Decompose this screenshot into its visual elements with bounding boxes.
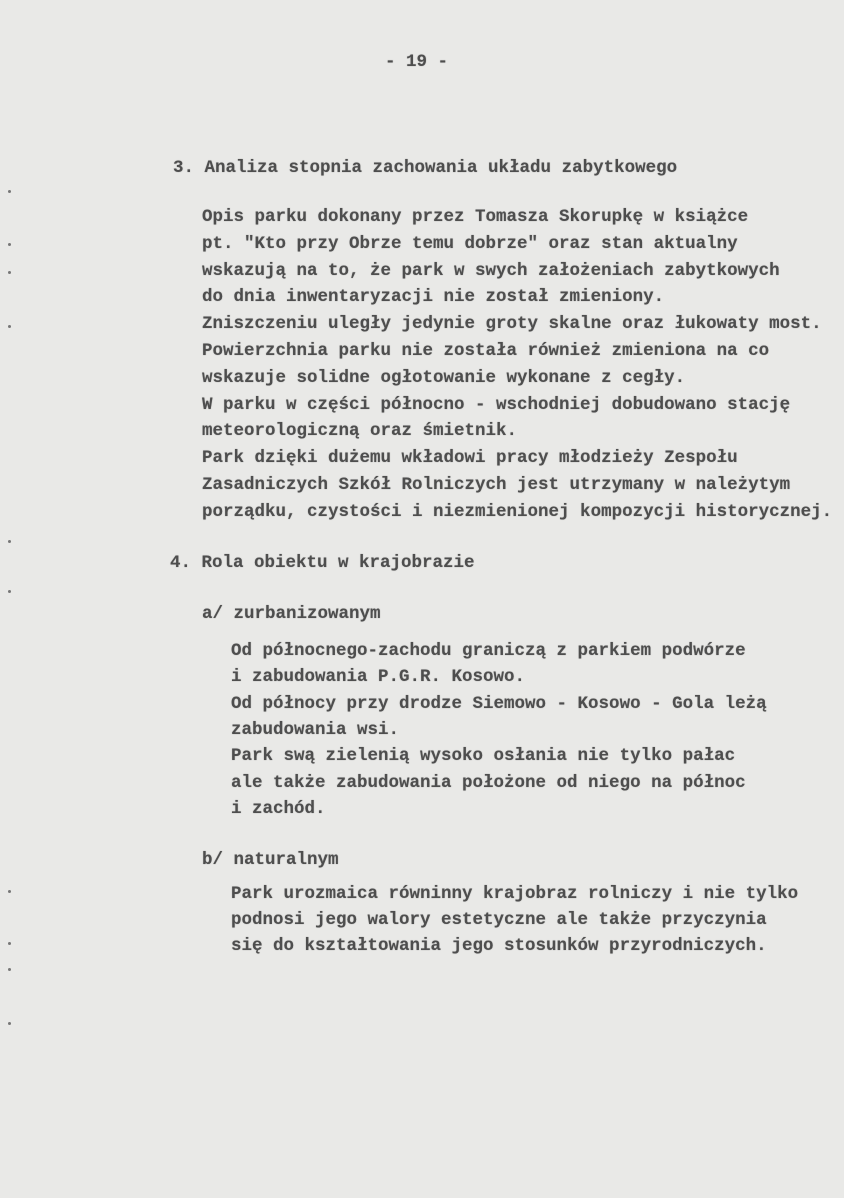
section-3-heading: 3. Analiza stopnia zachowania układu zabytkowego [173,158,678,178]
margin-mark [8,540,11,543]
margin-mark [8,325,11,328]
text-line: Park urozmaica równinny krajobraz rolniczy i nie tylko [231,884,799,904]
margin-mark [8,271,11,274]
subsection-b-label: b/ naturalnym [202,850,339,870]
margin-mark [8,890,11,893]
text-line: W parku w części północno - wschodniej dobudowano stację [202,394,791,415]
text-line: i zachód. [231,798,326,819]
text-line: Park dzięki dużemu wkładowi pracy młodzieży Zespołu [202,448,738,469]
text-line: podnosi jego walory estetyczne ale także przyczynia [231,910,767,930]
text-line: wskazuje solidne ogłotowanie wykonane z cegły. [202,367,686,388]
page-number: - 19 - [385,52,449,72]
text-line: do dnia inwentaryzacji nie został zmieniony. [202,287,665,308]
text-line: Od północnego-zachodu graniczą z parkiem podwórze [231,641,746,661]
text-line: ale także zabudowania położone od niego na północ [231,772,746,793]
section-4-heading: 4. Rola obiektu w krajobrazie [170,553,475,573]
text-line: i zabudowania P.G.R. Kosowo. [231,667,526,688]
margin-mark [8,243,11,246]
text-line: zabudowania wsi. [231,719,400,740]
text-line: wskazują na to, że park w swych założeniach zabytkowych [202,260,780,281]
text-line: Zniszczeniu uległy jedynie groty skalne oraz łukowaty most. [202,314,822,335]
text-line: Zasadniczych Szkół Rolniczych jest utrzymany w należytym [202,475,791,495]
margin-mark [8,942,11,945]
text-line: Powierzchnia parku nie została również zmieniona na co [202,341,770,361]
margin-mark [8,968,11,971]
text-line: meteorologiczną oraz śmietnik. [202,421,518,442]
text-line: Od północy przy drodze Siemowo - Kosowo - Gola leżą [231,693,767,714]
text-line: porządku, czystości i niezmienionej kompozycji historycznej. [202,501,833,522]
subsection-a-label: a/ zurbanizowanym [202,604,381,624]
margin-mark [8,190,11,193]
margin-mark [8,590,11,593]
text-line: Park swą zielenią wysoko osłania nie tylko pałac [231,746,736,767]
margin-mark [8,1022,11,1025]
text-line: Opis parku dokonany przez Tomasza Skorupkę w książce [202,207,749,227]
text-line: się do kształtowania jego stosunków przyrodniczych. [231,936,767,956]
text-line: pt. "Kto przy Obrze temu dobrze" oraz stan aktualny [202,233,738,254]
